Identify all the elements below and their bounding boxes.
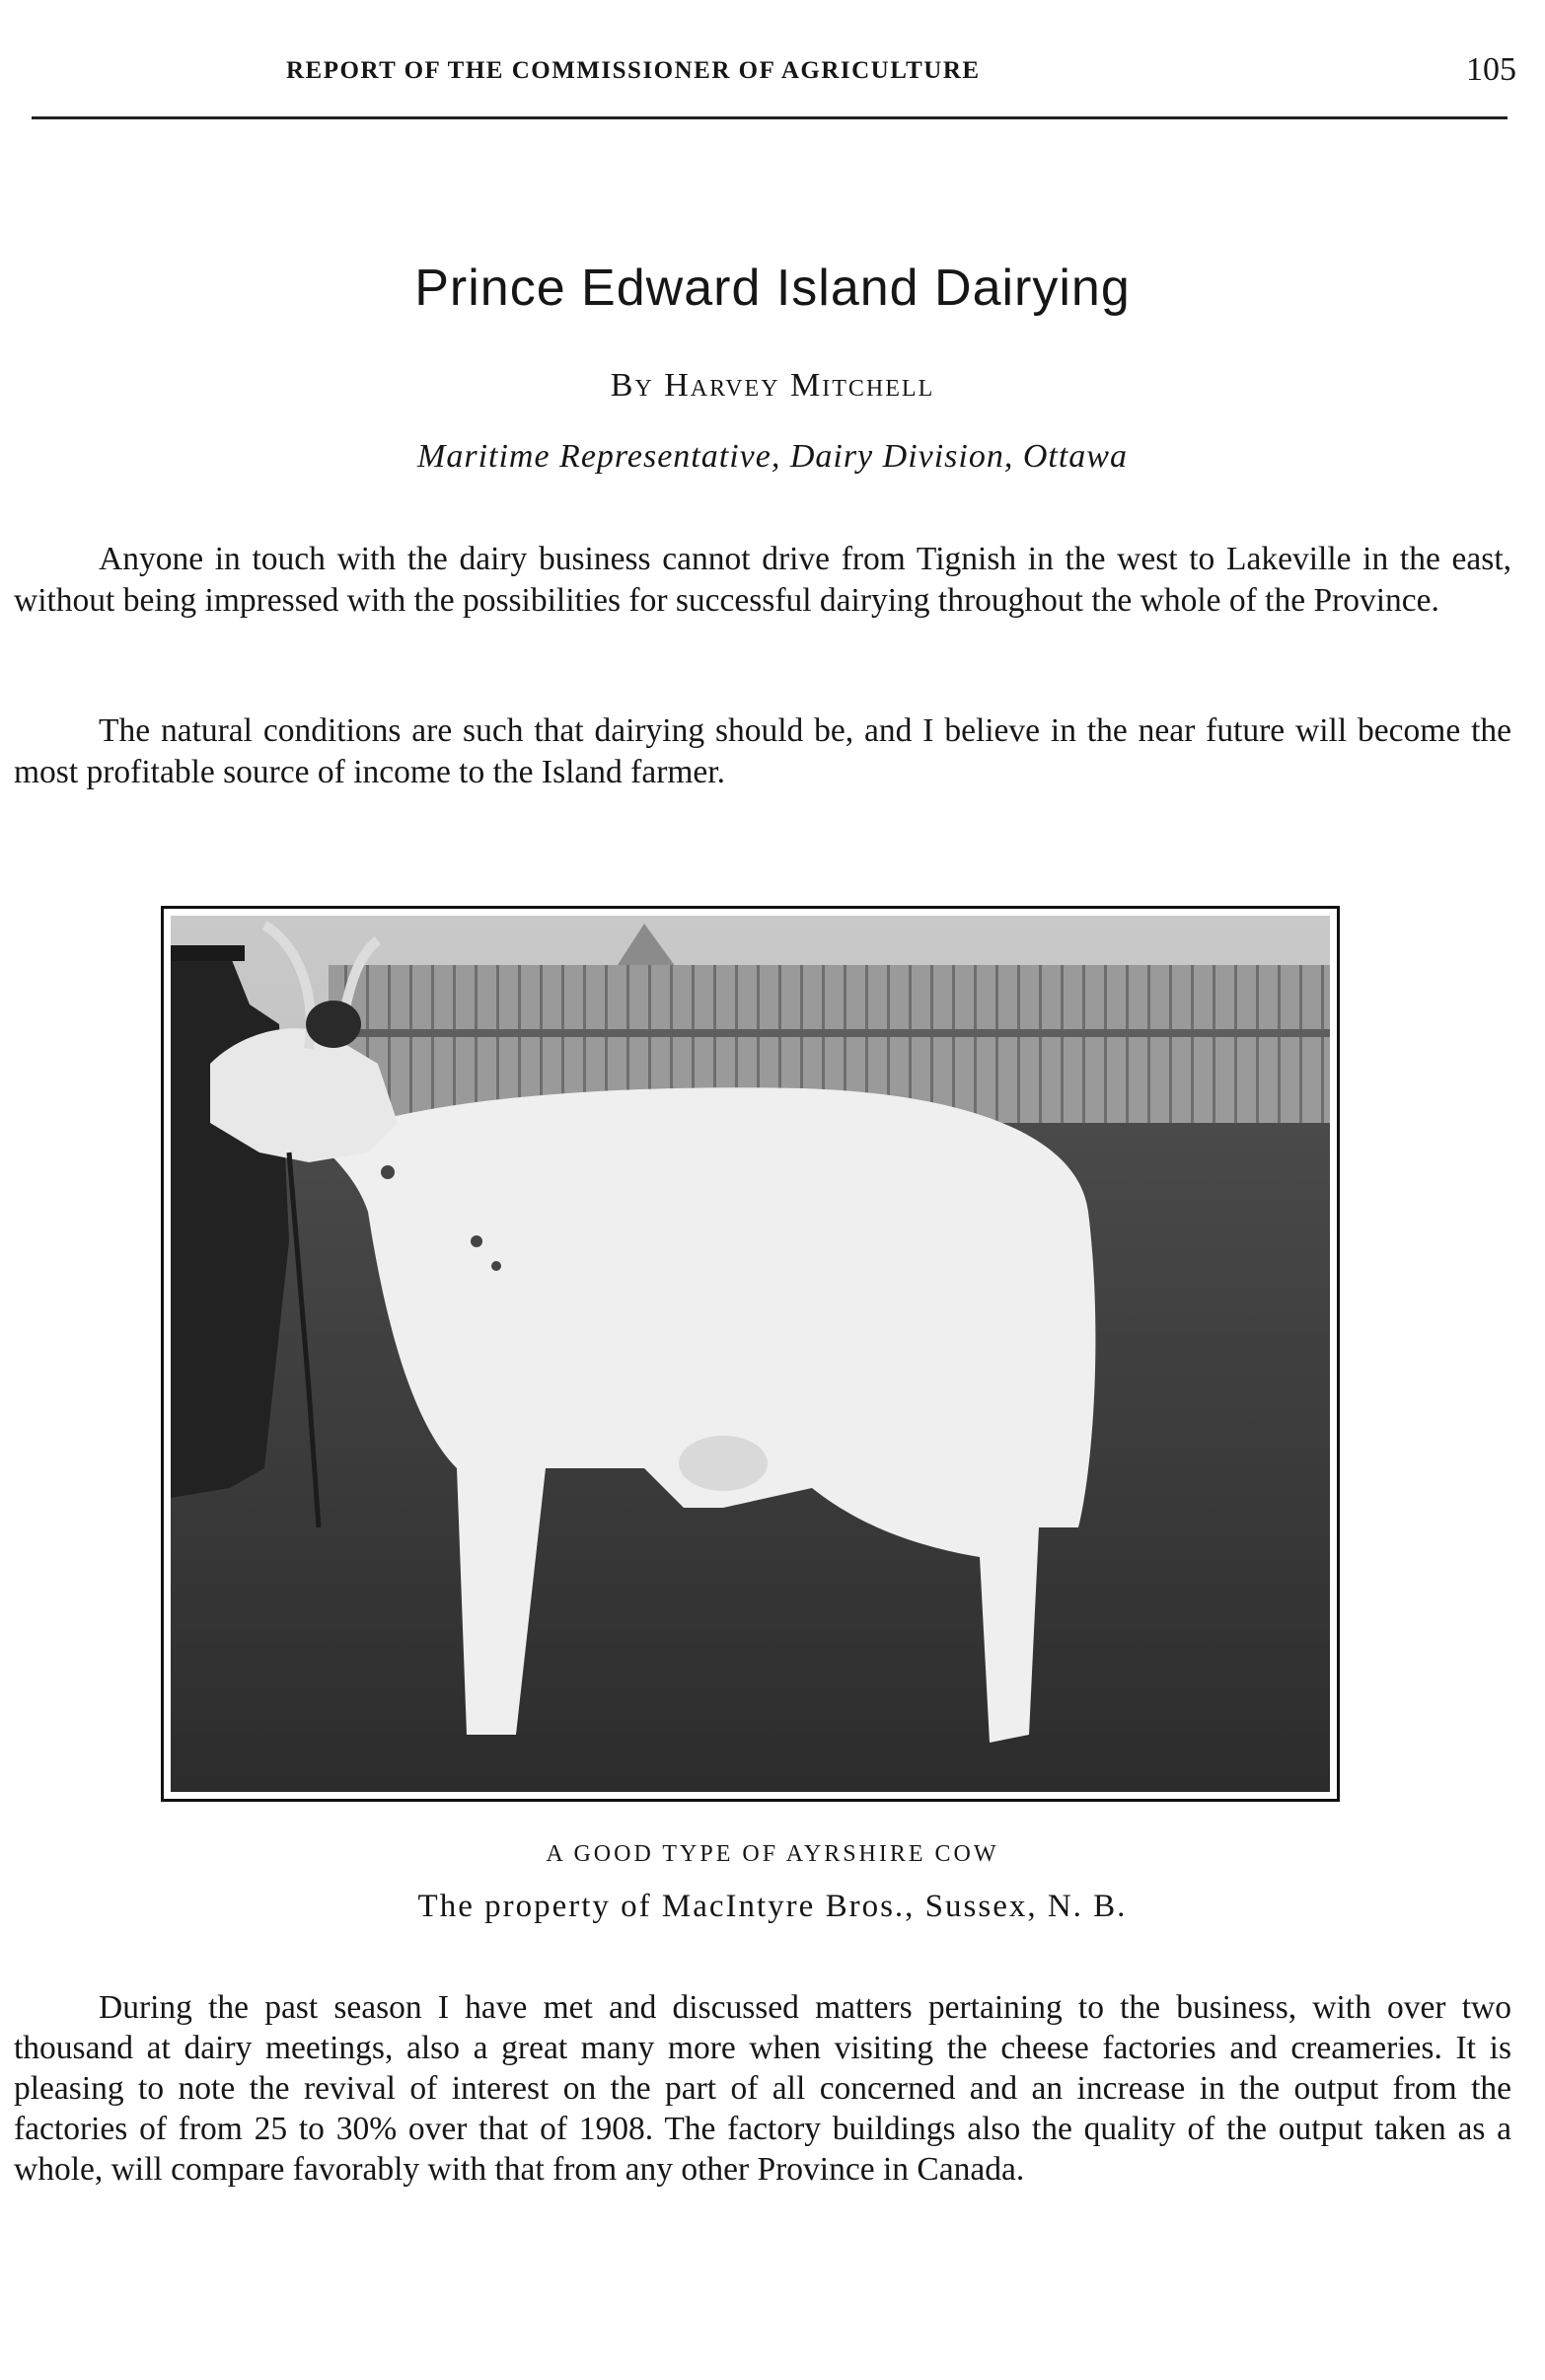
- cow-ear: [306, 1001, 361, 1048]
- paragraph-intro: Anyone in touch with the dairy business cannot drive from Tignish in the west to Lakeville in the east, without being impressed with the possibilities for successful dairying throughout the whole of the Province.: [14, 541, 1511, 619]
- running-header: REPORT OF THE COMMISSIONER OF AGRICULTURE: [286, 57, 981, 84]
- author-affiliation: Maritime Representative, Dairy Division, Ottawa: [417, 438, 1128, 475]
- handler-hat: [171, 945, 245, 961]
- paragraph-season-report: During the past season I have met and discussed matters pertaining to the business, with over two thousand at dairy meetings, also a great many more when visiting the cheese factories and creameries. It is pleasing to note the revival of interest on the part of all concerned and an increase in the output from the factories of from 25 to 30% over that of 1908. The factory buildings also the quality of the output taken as a whole, will compare favorably with that from any other Province in Canada.: [14, 1989, 1511, 2188]
- page-number: 105: [1466, 51, 1516, 88]
- cow-photograph: [161, 906, 1340, 1802]
- cow-marking: [381, 1165, 395, 1179]
- cow-photo-illustration: [171, 916, 1330, 1792]
- header-rule: [32, 116, 1508, 119]
- article-byline: By Harvey Mitchell: [610, 367, 935, 404]
- article-title: Prince Edward Island Dairying: [414, 260, 1131, 317]
- cow-marking: [491, 1261, 501, 1271]
- fence-rail: [329, 1029, 1330, 1037]
- figure-caption-subtitle: The property of MacIntyre Bros., Sussex, N. B.: [417, 1889, 1128, 1924]
- paragraph-conditions: The natural conditions are such that dairying should be, and I believe in the near future will become the most profitable source of income to the Island farmer.: [14, 712, 1511, 790]
- cow-udder: [679, 1436, 768, 1491]
- cow-marking: [471, 1235, 482, 1247]
- figure-caption-title: A GOOD TYPE OF AYRSHIRE COW: [546, 1841, 999, 1867]
